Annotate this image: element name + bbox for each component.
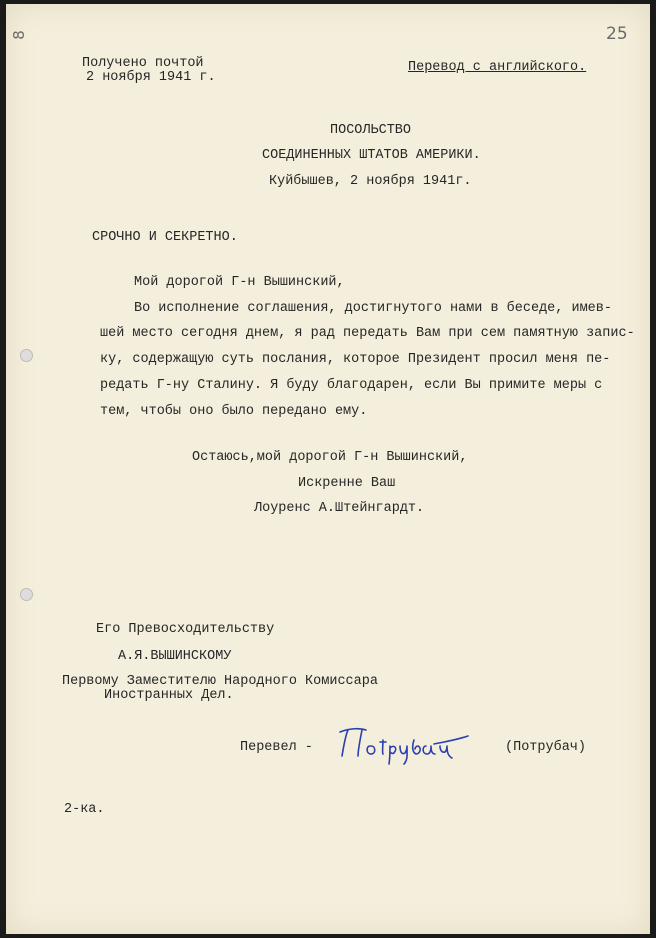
- copies-note: 2-ка.: [64, 802, 105, 817]
- translator-name: (Потрубач): [505, 740, 587, 755]
- body-line-1: Во исполнение соглашения, достигнутого нами в беседе, имев-: [134, 301, 612, 316]
- classification: СРОЧНО И СЕКРЕТНО.: [92, 230, 238, 245]
- body-line-3: ку, содержащую суть послания, которое Президент просил меня пе-: [100, 352, 611, 367]
- document-page: [6, 4, 650, 934]
- body-line-5: тем, чтобы оно было передано ему.: [100, 404, 368, 419]
- pencil-corner-mark: 8: [9, 30, 28, 40]
- closing-signature: Лоуренс А.Штейнгардт.: [254, 501, 425, 516]
- body-line-2: шей место сегодня днем, я рад передать Вам при сем памятную запис-: [100, 326, 635, 341]
- closing-line-1: Остаюсь,мой дорогой Г-н Вышинский,: [192, 450, 468, 465]
- received-line-2: 2 ноября 1941 г.: [86, 70, 216, 85]
- salutation: Мой дорогой Г-н Вышинский,: [134, 275, 345, 290]
- addressee-line-4: Иностранных Дел.: [104, 688, 234, 703]
- embassy-title: ПОСОЛЬСТВО: [330, 123, 412, 138]
- received-line-1: Получено почтой: [82, 56, 204, 71]
- translation-note: Перевод с английского.: [408, 60, 587, 75]
- body-line-4: редать Г-ну Сталину. Я буду благодарен, если Вы примите меры с: [100, 378, 603, 393]
- punch-hole-bottom: [20, 588, 33, 601]
- translator-label: Перевел -: [240, 740, 313, 755]
- embassy-country: СОЕДИНЕННЫХ ШТАТОВ АМЕРИКИ.: [262, 148, 481, 163]
- addressee-line-3: Первому Заместителю Народного Комиссара: [62, 674, 378, 689]
- punch-hole-top: [20, 349, 33, 362]
- addressee-name: А.Я.ВЫШИНСКОМУ: [118, 649, 232, 664]
- folio-number: 25: [606, 24, 628, 44]
- translator-handwritten-signature: [336, 722, 476, 766]
- closing-line-2: Искренне Ваш: [298, 476, 396, 491]
- addressee-line-1: Его Превосходительству: [96, 622, 275, 637]
- place-date: Куйбышев, 2 ноября 1941г.: [269, 174, 472, 189]
